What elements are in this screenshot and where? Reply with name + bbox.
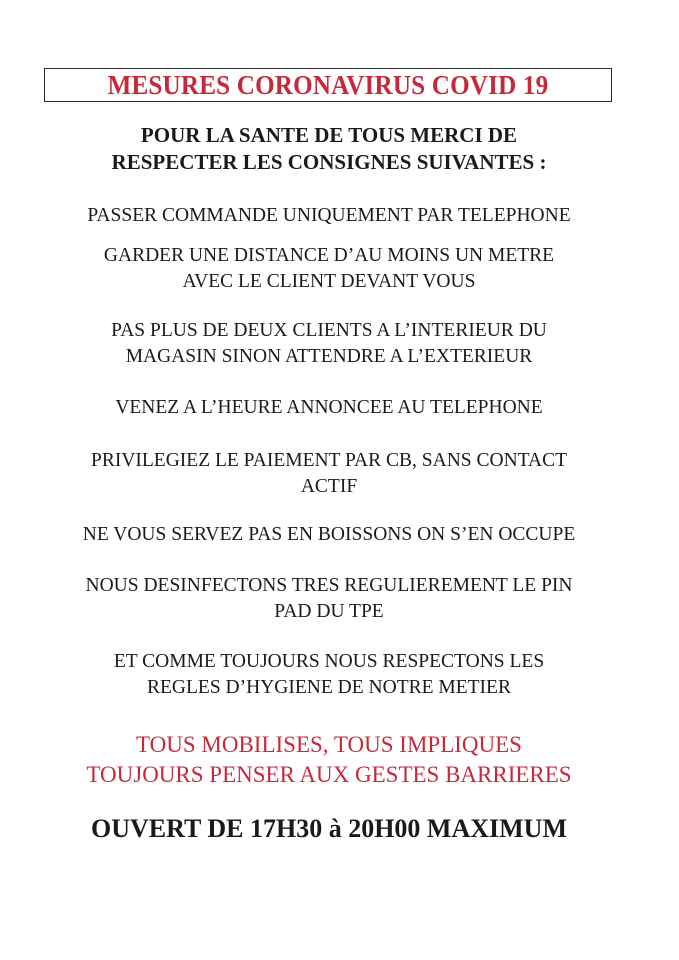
rule-line: NE VOUS SERVEZ PAS EN BOISSONS ON S’EN OCCUPE — [82, 524, 576, 545]
rule-disinfection — [0, 573, 658, 625]
rule-hygiene — [0, 649, 658, 701]
slogan-line-2: TOUJOURS PENSER AUX GESTES BARRIERES — [86, 762, 572, 787]
rule-line: ET COMME TOUJOURS NOUS RESPECTONS LES — [113, 651, 545, 672]
intro-line-2: RESPECTER LES CONSIGNES SUIVANTES : — [111, 150, 547, 174]
rule-line: REGLES D’HYGIENE DE NOTRE METIER — [147, 677, 511, 698]
rule-line: PAD DU TPE — [274, 601, 384, 622]
intro-text — [0, 122, 658, 176]
rule-max-clients — [0, 318, 658, 370]
rule-line: VENEZ A L’HEURE ANNONCEE AU TELEPHONE — [115, 397, 543, 418]
rule-line: NOUS DESINFECTONS TRES REGULIEREMENT LE PIN — [85, 575, 573, 596]
rule-line: AVEC LE CLIENT DEVANT VOUS — [182, 271, 476, 292]
opening-hours: OUVERT DE 17H30 à 20H00 MAXIMUM — [91, 814, 567, 843]
slogan — [0, 730, 658, 790]
rule-order-by-phone — [0, 203, 658, 229]
rule-line: PAS PLUS DE DEUX CLIENTS A L’INTERIEUR DU — [111, 320, 547, 341]
rule-line: MAGASIN SINON ATTENDRE A L’EXTERIEUR — [125, 346, 533, 367]
rule-drinks — [0, 522, 658, 548]
rule-line: ACTIF — [300, 476, 358, 497]
rule-card-payment — [0, 448, 658, 500]
rule-distance — [0, 243, 658, 295]
rule-line: PRIVILEGIEZ LE PAIEMENT PAR CB, SANS CONTACT — [90, 450, 568, 471]
rule-line: GARDER UNE DISTANCE D’AU MOINS UN METRE — [103, 245, 555, 266]
slogan-line-1: TOUS MOBILISES, TOUS IMPLIQUES — [136, 732, 522, 757]
rule-line: PASSER COMMANDE UNIQUEMENT PAR TELEPHONE — [87, 205, 571, 226]
rule-on-time — [0, 395, 658, 421]
page-title: MESURES CORONAVIRUS COVID 19 — [107, 69, 549, 100]
intro-line-1: POUR LA SANTE DE TOUS MERCI DE — [140, 123, 518, 147]
title-box — [44, 68, 612, 102]
